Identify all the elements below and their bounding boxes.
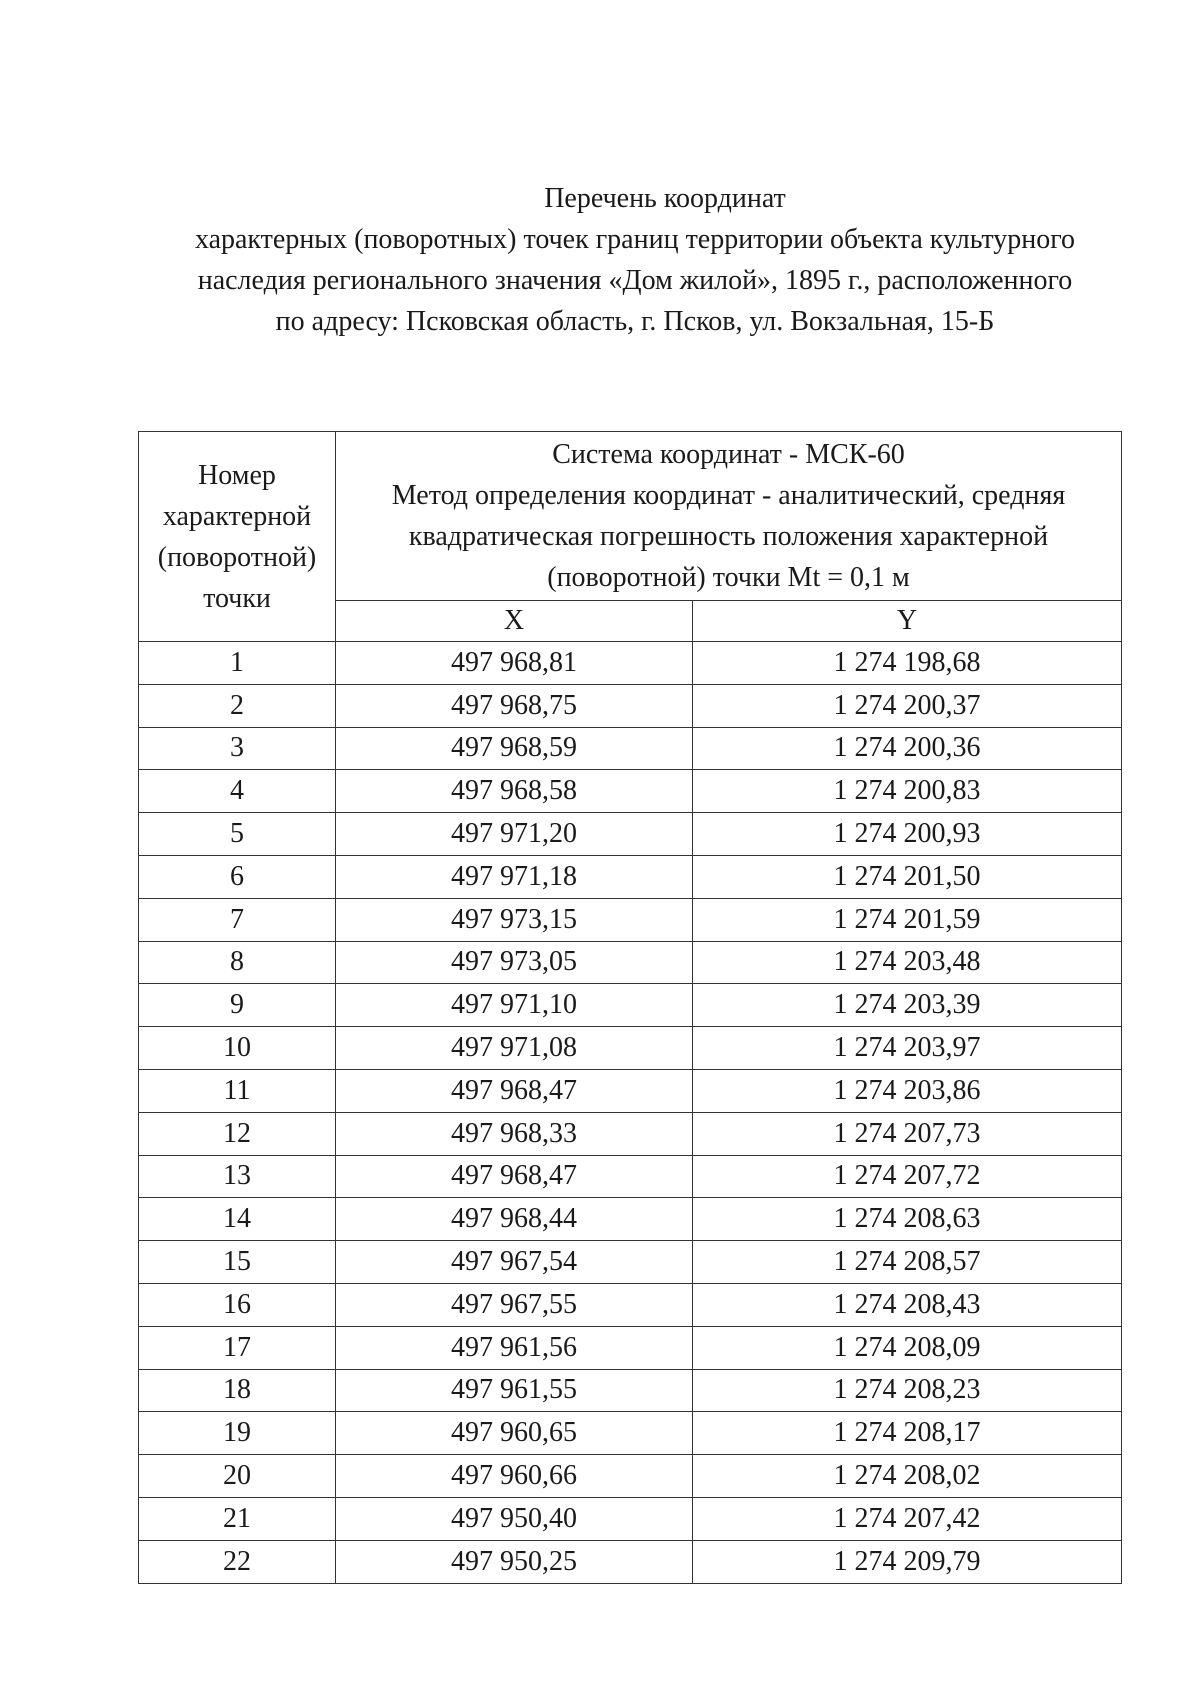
x-coordinate-cell: 497 971,08 — [336, 1027, 693, 1070]
title-line: характерных (поворотных) точек границ территории объекта культурного — [194, 224, 1076, 255]
header-line: (поворотной) точки Mt = 0,1 м — [547, 562, 910, 593]
point-number-cell: 10 — [139, 1027, 336, 1070]
header-line: (поворотной) — [157, 541, 317, 573]
x-coordinate-cell: 497 968,47 — [336, 1069, 693, 1112]
point-number-cell: 1 — [139, 642, 336, 685]
point-number-cell: 9 — [139, 984, 336, 1027]
y-coordinate-cell: 1 274 200,36 — [693, 727, 1122, 770]
x-coordinate-cell: 497 971,20 — [336, 813, 693, 856]
table-row — [139, 1155, 1122, 1198]
y-coordinate-cell: 1 274 203,86 — [693, 1069, 1122, 1112]
y-coordinate-cell: 1 274 203,97 — [693, 1027, 1122, 1070]
table-row — [139, 1283, 1122, 1326]
x-coordinate-cell: 497 968,75 — [336, 684, 693, 727]
y-column-header: Y — [693, 601, 1122, 642]
point-number-cell: 16 — [139, 1283, 336, 1326]
table-row — [139, 1069, 1122, 1112]
table-row — [139, 1198, 1122, 1241]
y-coordinate-cell: 1 274 208,23 — [693, 1369, 1122, 1412]
table-row — [139, 941, 1122, 984]
point-number-cell: 18 — [139, 1369, 336, 1412]
header-line: характерной — [162, 500, 312, 532]
point-number-cell: 17 — [139, 1326, 336, 1369]
x-coordinate-cell: 497 967,54 — [336, 1241, 693, 1284]
point-number-cell: 5 — [139, 813, 336, 856]
x-coordinate-cell: 497 968,59 — [336, 727, 693, 770]
y-coordinate-cell: 1 274 209,79 — [693, 1540, 1122, 1583]
table-row — [139, 898, 1122, 941]
table-row — [139, 1540, 1122, 1583]
point-number-cell: 19 — [139, 1412, 336, 1455]
x-coordinate-cell: 497 971,10 — [336, 984, 693, 1027]
x-coordinate-cell: 497 961,56 — [336, 1326, 693, 1369]
x-coordinate-cell: 497 968,58 — [336, 770, 693, 813]
table-row — [139, 727, 1122, 770]
y-coordinate-cell: 1 274 201,59 — [693, 898, 1122, 941]
point-number-cell: 21 — [139, 1497, 336, 1540]
y-coordinate-cell: 1 274 208,02 — [693, 1455, 1122, 1498]
x-coordinate-cell: 497 968,33 — [336, 1112, 693, 1155]
point-number-header — [139, 432, 336, 642]
x-coordinate-cell: 497 968,81 — [336, 642, 693, 685]
document-title — [140, 178, 1130, 342]
y-coordinate-cell: 1 274 200,83 — [693, 770, 1122, 813]
y-coordinate-cell: 1 274 203,48 — [693, 941, 1122, 984]
x-coordinate-cell: 497 960,65 — [336, 1412, 693, 1455]
y-coordinate-cell: 1 274 208,17 — [693, 1412, 1122, 1455]
title-line: Перечень координат — [544, 183, 786, 214]
table-row — [139, 813, 1122, 856]
x-coordinate-cell: 497 960,66 — [336, 1455, 693, 1498]
table-row — [139, 1369, 1122, 1412]
y-coordinate-cell: 1 274 208,57 — [693, 1241, 1122, 1284]
point-number-cell: 7 — [139, 898, 336, 941]
y-coordinate-cell: 1 274 207,73 — [693, 1112, 1122, 1155]
header-line: Система координат - МСК-60 — [552, 439, 905, 470]
table-body — [139, 642, 1122, 1584]
title-line: наследия регионального значения «Дом жилой», 1895 г., расположенного — [197, 265, 1073, 296]
x-coordinate-cell: 497 950,25 — [336, 1540, 693, 1583]
y-coordinate-cell: 1 274 208,43 — [693, 1283, 1122, 1326]
table-row — [139, 1112, 1122, 1155]
y-coordinate-cell: 1 274 208,09 — [693, 1326, 1122, 1369]
coordinate-system-header — [336, 432, 1122, 601]
x-coordinate-cell: 497 967,55 — [336, 1283, 693, 1326]
header-line: Номер — [198, 459, 276, 491]
point-number-cell: 6 — [139, 855, 336, 898]
y-coordinate-cell: 1 274 207,72 — [693, 1155, 1122, 1198]
header-line: точки — [203, 582, 271, 614]
y-coordinate-cell: 1 274 203,39 — [693, 984, 1122, 1027]
table-row — [139, 1412, 1122, 1455]
point-number-cell: 11 — [139, 1069, 336, 1112]
y-coordinate-cell: 1 274 208,63 — [693, 1198, 1122, 1241]
point-number-cell: 2 — [139, 684, 336, 727]
table-row — [139, 1455, 1122, 1498]
y-coordinate-cell: 1 274 201,50 — [693, 855, 1122, 898]
point-number-cell: 20 — [139, 1455, 336, 1498]
y-coordinate-cell: 1 274 200,37 — [693, 684, 1122, 727]
title-line: по адресу: Псковская область, г. Псков, ул. Вокзальная, 15-Б — [275, 306, 995, 337]
x-coordinate-cell: 497 971,18 — [336, 855, 693, 898]
y-coordinate-cell: 1 274 198,68 — [693, 642, 1122, 685]
point-number-cell: 3 — [139, 727, 336, 770]
point-number-cell: 15 — [139, 1241, 336, 1284]
point-number-cell: 8 — [139, 941, 336, 984]
coordinates-table — [138, 431, 1122, 1584]
table-row — [139, 770, 1122, 813]
table-row — [139, 984, 1122, 1027]
table-row — [139, 1027, 1122, 1070]
x-coordinate-cell: 497 968,44 — [336, 1198, 693, 1241]
point-number-cell: 12 — [139, 1112, 336, 1155]
header-line: Метод определения координат - аналитический, средняя — [391, 480, 1066, 511]
x-coordinate-cell: 497 961,55 — [336, 1369, 693, 1412]
table-row — [139, 855, 1122, 898]
table-row — [139, 1497, 1122, 1540]
point-number-cell: 14 — [139, 1198, 336, 1241]
point-number-cell: 13 — [139, 1155, 336, 1198]
table-row — [139, 1326, 1122, 1369]
x-coordinate-cell: 497 973,05 — [336, 941, 693, 984]
header-line: квадратическая погрешность положения характерной — [408, 521, 1049, 552]
table-row — [139, 1241, 1122, 1284]
x-coordinate-cell: 497 968,47 — [336, 1155, 693, 1198]
y-coordinate-cell: 1 274 207,42 — [693, 1497, 1122, 1540]
table-row — [139, 642, 1122, 685]
x-coordinate-cell: 497 973,15 — [336, 898, 693, 941]
point-number-cell: 4 — [139, 770, 336, 813]
x-column-header: X — [336, 601, 693, 642]
y-coordinate-cell: 1 274 200,93 — [693, 813, 1122, 856]
point-number-cell: 22 — [139, 1540, 336, 1583]
x-coordinate-cell: 497 950,40 — [336, 1497, 693, 1540]
table-row — [139, 684, 1122, 727]
